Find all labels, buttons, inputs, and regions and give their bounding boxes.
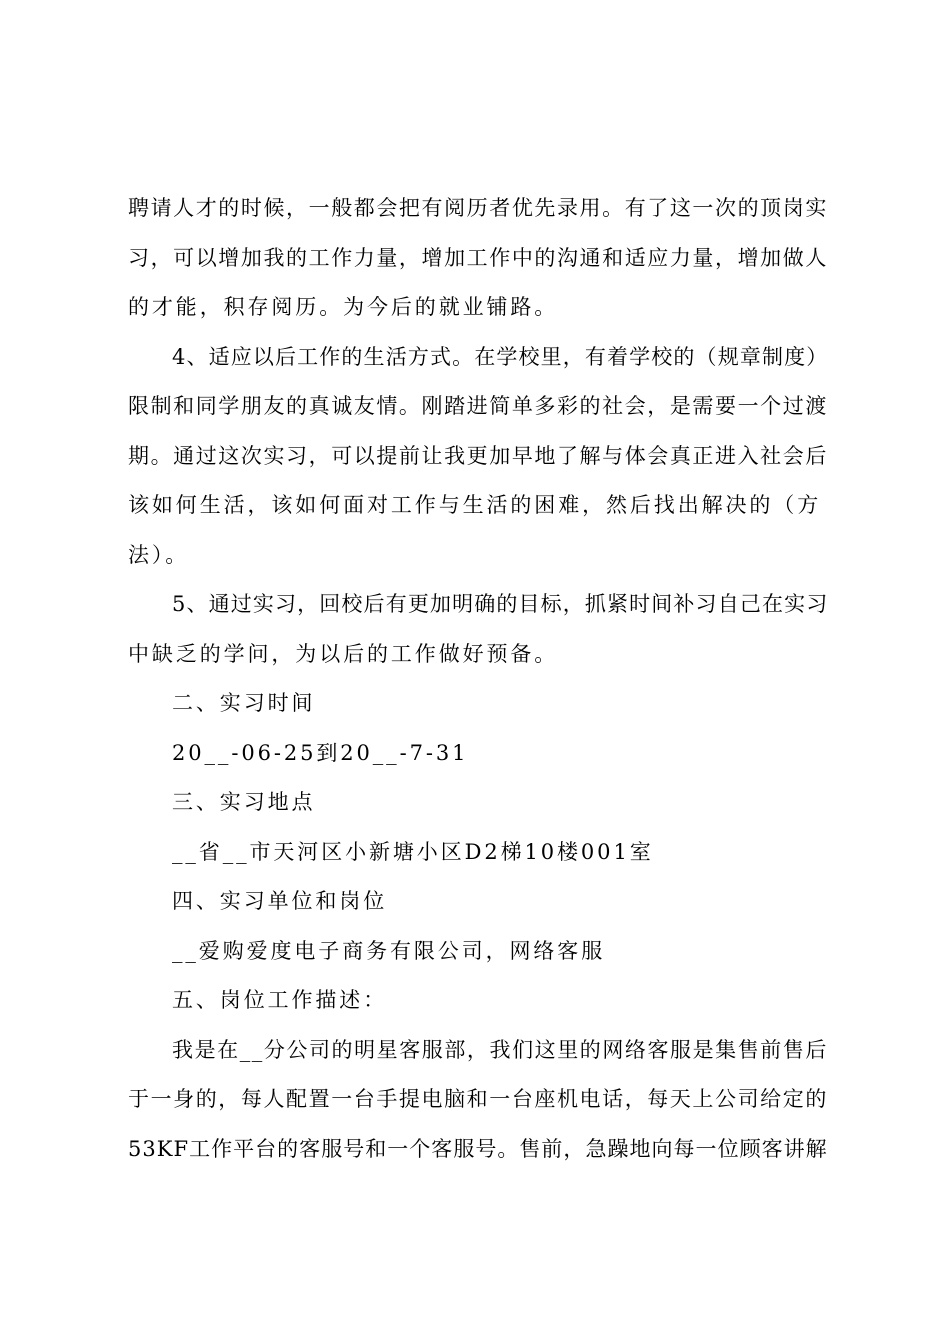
- paragraph-line: 法）。: [128, 542, 190, 567]
- section-heading: 三、实习地点: [172, 790, 316, 814]
- paragraph-line: 期。通过这次实习，可以提前让我更加早地了解与体会真正进入社会后: [128, 443, 828, 468]
- paragraph-line: 我是在__分公司的明星客服部，我们这里的网络客服是集售前售后: [172, 1037, 828, 1062]
- paragraph-line: 5、通过实习，回校后有更加明确的目标，抓紧时间补习自己在实习: [172, 592, 829, 616]
- paragraph-line: 4、适应以后工作的生活方式。在学校里，有着学校的（规章制度）: [172, 344, 829, 369]
- section-heading: 二、实习时间: [172, 691, 316, 715]
- section-heading: 四、实习单位和岗位: [172, 889, 388, 913]
- paragraph-line: 的才能，积存阅历。为今后的就业铺路。: [128, 295, 559, 319]
- paragraph-line: 聘请人才的时候，一般都会把有阅历者优先录用。有了这一次的顶岗实: [128, 196, 828, 220]
- document-body: [128, 184, 828, 1174]
- paragraph-line: 于一身的，每人配置一台手提电脑和一台座机电话，每天上公司给定的: [128, 1087, 828, 1111]
- paragraph-line: 该如何生活，该如何面对工作与生活的困难，然后找出解决的（方: [128, 493, 822, 517]
- section-heading: 五、岗位工作描述：: [172, 988, 388, 1012]
- paragraph-line: 中缺乏的学问，为以后的工作做好预备。: [128, 641, 559, 666]
- internship-company: __爱购爱度电子商务有限公司，网络客服: [172, 938, 606, 963]
- paragraph-line: 限制和同学朋友的真诚友情。刚踏进简单多彩的社会，是需要一个过渡: [128, 394, 828, 418]
- paragraph-line: 习，可以增加我的工作力量，增加工作中的沟通和适应力量，增加做人: [128, 245, 828, 270]
- paragraph-line: 53KF工作平台的客服号和一个客服号。售前，急躁地向每一位顾客讲解: [128, 1136, 828, 1161]
- internship-location: __省__市天河区小新塘小区D2梯10楼001室: [172, 839, 654, 864]
- internship-dates: 20__-06-25到20__-7-31: [172, 740, 469, 765]
